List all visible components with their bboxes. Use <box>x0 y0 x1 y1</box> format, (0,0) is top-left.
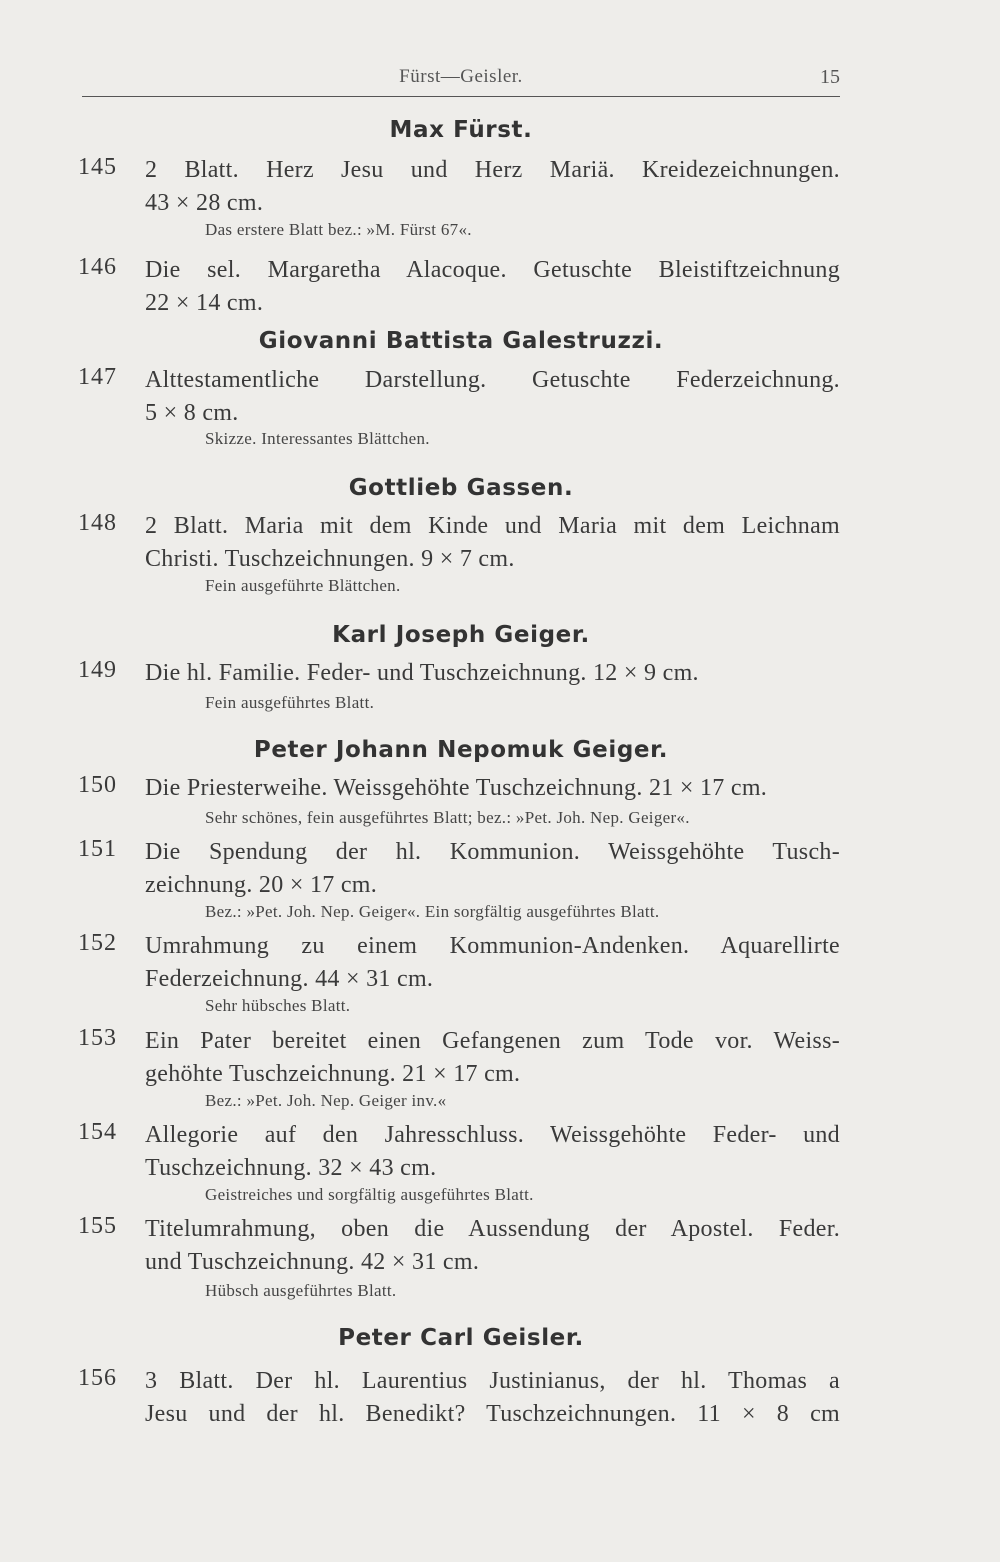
artist-heading: Gottlieb Gassen. <box>348 475 574 501</box>
entry-note: Bez.: »Pet. Joh. Nep. Geiger«. Ein sorgfältig ausgeführtes Blatt. <box>205 902 660 921</box>
artist-heading: Karl Joseph Geiger. <box>332 622 590 648</box>
entry-number: 152 <box>78 930 117 956</box>
entry-note: Sehr schönes, fein ausgeführtes Blatt; bez.: »Pet. Joh. Nep. Geiger«. <box>205 808 690 827</box>
entry-line: Tuschzeichnung. 32 × 43 cm. <box>145 1155 437 1181</box>
entry-line: Umrahmung zu einem Kommunion-Andenken. Aquarellirte <box>145 933 840 959</box>
entry-line: 43 × 28 cm. <box>145 190 264 216</box>
entry-line: 3 Blatt. Der hl. Laurentius Justinianus, der hl. Thomas a <box>145 1368 840 1394</box>
entry-description <box>145 772 840 805</box>
entry-description <box>145 836 840 902</box>
entry-number: 151 <box>78 836 117 862</box>
running-title: Fürst—Geisler. <box>399 66 523 87</box>
artist-heading: Peter Johann Nepomuk Geiger. <box>253 737 669 763</box>
entry-line: Alttestamentliche Darstellung. Getuschte Federzeichnung. <box>145 367 840 393</box>
entry-note: Skizze. Interessantes Blättchen. <box>205 429 430 448</box>
entry-number: 153 <box>78 1025 117 1051</box>
entry-line: 5 × 8 cm. <box>145 400 239 426</box>
entry-note: Das erstere Blatt bez.: »M. Fürst 67«. <box>205 220 472 239</box>
entry-number: 154 <box>78 1119 117 1145</box>
entry-line: 2 Blatt. Maria mit dem Kinde und Maria mit dem Leichnam <box>145 513 840 539</box>
entry-line: gehöhte Tuschzeichnung. 21 × 17 cm. <box>145 1061 521 1087</box>
entry-line: Ein Pater bereitet einen Gefangenen zum Tode vor. Weiss- <box>145 1028 840 1054</box>
entry-description <box>145 1365 840 1431</box>
entry-description <box>145 254 840 320</box>
entry-number: 146 <box>78 254 117 280</box>
entry-line: Federzeichnung. 44 × 31 cm. <box>145 966 434 992</box>
entry-note: Sehr hübsches Blatt. <box>205 996 351 1015</box>
page-number: 15 <box>820 66 840 88</box>
entry-note: Hübsch ausgeführtes Blatt. <box>205 1281 397 1300</box>
entry-note: Geistreiches und sorgfältig ausgeführtes Blatt. <box>205 1185 534 1204</box>
entry-number: 148 <box>78 510 117 536</box>
artist-heading: Peter Carl Geisler. <box>338 1325 584 1351</box>
entry-number: 150 <box>78 772 117 798</box>
artist-heading: Max Fürst. <box>389 117 533 143</box>
entry-number: 147 <box>78 364 117 390</box>
entry-note: Fein ausgeführte Blättchen. <box>205 576 401 595</box>
entry-description <box>145 930 840 996</box>
entry-note: Fein ausgeführtes Blatt. <box>205 693 375 712</box>
entry-number: 155 <box>78 1213 117 1239</box>
entry-description <box>145 364 840 430</box>
artist-heading: Giovanni Battista Galestruzzi. <box>258 328 664 354</box>
entry-line: 2 Blatt. Herz Jesu und Herz Mariä. Kreidezeichnungen. <box>145 157 840 183</box>
entry-line: Die hl. Familie. Feder- und Tuschzeichnung. 12 × 9 cm. <box>145 660 699 686</box>
running-head <box>82 62 840 97</box>
entry-description <box>145 1025 840 1091</box>
entry-line: Die Priesterweihe. Weissgehöhte Tuschzeichnung. 21 × 17 cm. <box>145 775 768 801</box>
entry-line: zeichnung. 20 × 17 cm. <box>145 872 378 898</box>
entry-line: Jesu und der hl. Benedikt? Tuschzeichnungen. 11 × 8 cm <box>145 1401 840 1427</box>
entry-line: und Tuschzeichnung. 42 × 31 cm. <box>145 1249 480 1275</box>
entry-description <box>145 154 840 220</box>
entry-line: Christi. Tuschzeichnungen. 9 × 7 cm. <box>145 546 515 572</box>
entry-line: Die Spendung der hl. Kommunion. Weissgehöhte Tusch- <box>145 839 840 865</box>
entry-number: 149 <box>78 657 117 683</box>
entry-line: 22 × 14 cm. <box>145 290 264 316</box>
entry-number: 145 <box>78 154 117 180</box>
entry-line: Die sel. Margaretha Alacoque. Getuschte Bleistiftzeichnung <box>145 257 840 283</box>
entry-number: 156 <box>78 1365 117 1391</box>
entry-description <box>145 657 840 690</box>
entry-note: Bez.: »Pet. Joh. Nep. Geiger inv.« <box>205 1091 447 1110</box>
entry-description <box>145 510 840 576</box>
entry-description <box>145 1119 840 1185</box>
entry-line: Titelumrahmung, oben die Aussendung der Apostel. Feder. <box>145 1216 840 1242</box>
entry-description <box>145 1213 840 1279</box>
entry-line: Allegorie auf den Jahresschluss. Weissgehöhte Feder- und <box>145 1122 840 1148</box>
